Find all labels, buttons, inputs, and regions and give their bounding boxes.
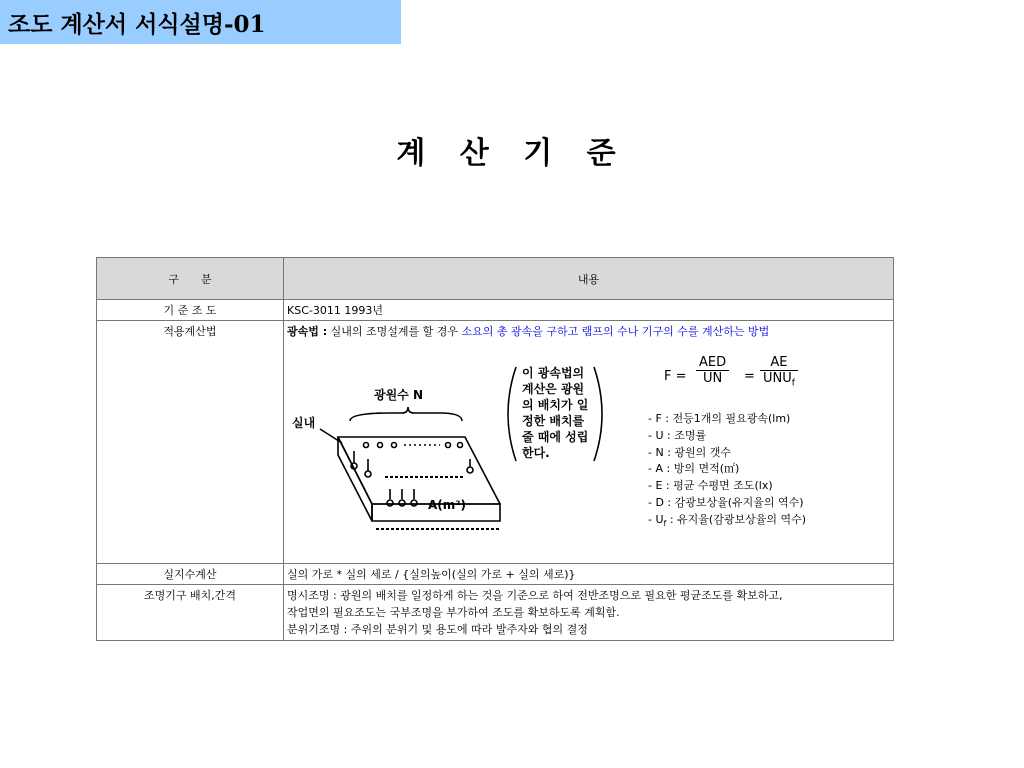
legend-item: - E : 평균 수평면 조도(lx) bbox=[648, 479, 773, 493]
row-label-room-index: 실지수계산 bbox=[97, 564, 284, 585]
slide-title: 조도 계산서 서식설명-01 bbox=[8, 11, 266, 38]
legend-item: - U : 조명률 bbox=[648, 428, 707, 442]
method-desc-plain: 실내의 조명설계를 할 경우 bbox=[327, 325, 462, 338]
formula-lhs: F = bbox=[664, 369, 687, 384]
formula-denominator-2: $UNU_f$ bbox=[763, 371, 795, 389]
row-label-layout: 조명기구 배치,간격 bbox=[97, 585, 284, 641]
table-header-row bbox=[97, 258, 894, 300]
calculation-criteria-table bbox=[96, 257, 894, 641]
formula-denominator-1: UN bbox=[702, 371, 723, 386]
table-row-room-index bbox=[97, 564, 894, 585]
title-bar bbox=[0, 0, 401, 44]
note-line: 줄 때에 성립 bbox=[522, 430, 589, 444]
legend-item: - F : 전등1개의 필요광속(lm) bbox=[648, 412, 791, 425]
table-row-layout bbox=[97, 585, 894, 641]
layout-line: 작업면의 필요조도는 국부조명을 부가하여 조도를 확보하도록 계획함. bbox=[287, 606, 620, 619]
row-value-method bbox=[284, 321, 894, 564]
layout-line: 명시조명 : 광원의 배치를 일정하게 하는 것을 기준으로 하여 전반조명으로 필요한 평균조도를 확보하고, bbox=[287, 589, 783, 602]
method-name: 광속법 : bbox=[287, 325, 328, 338]
label-area: A(m²) bbox=[428, 498, 467, 512]
legend-item: - N : 광원의 갯수 bbox=[648, 445, 732, 459]
row-value-room-index: 실의 가로 * 실의 세로 / {실의높이(실의 가로 + 실의 세로)} bbox=[284, 564, 894, 585]
note-line: 한다. bbox=[522, 446, 550, 460]
note-line: 의 배치가 일 bbox=[522, 398, 589, 412]
formula-fraction-2 bbox=[760, 355, 798, 389]
formula-legend bbox=[648, 411, 806, 533]
lumen-method-illustration bbox=[290, 359, 610, 544]
legend-item: - D : 감광보상율(유지율의 역수) bbox=[648, 495, 804, 509]
table-row-method bbox=[97, 321, 894, 564]
header-category: 구 분 bbox=[97, 258, 284, 300]
lumen-formula bbox=[664, 355, 824, 401]
label-light-sources: 광원수 N bbox=[374, 388, 423, 402]
note-line: 계산은 광원 bbox=[522, 382, 585, 396]
room-top-face bbox=[338, 437, 500, 504]
formula-numerator-2: AE bbox=[760, 355, 798, 371]
row-label-method: 적용계산법 bbox=[97, 321, 284, 564]
row-value-layout bbox=[284, 585, 894, 641]
label-room: 실내 bbox=[292, 416, 316, 430]
method-description bbox=[287, 323, 890, 339]
legend-item: - A : 방의 면적(㎡) bbox=[648, 462, 740, 476]
formula-fraction-1 bbox=[696, 355, 729, 386]
row-label-standard: 기 준 조 도 bbox=[97, 300, 284, 321]
layout-line: 분위기조명 : 주위의 분위기 및 용도에 따라 발주자와 협의 결정 bbox=[287, 623, 588, 636]
formula-numerator-1: AED bbox=[696, 355, 729, 371]
note-line: 이 광속법의 bbox=[522, 366, 585, 380]
note-line: 정한 배치를 bbox=[522, 414, 585, 428]
method-desc-highlight: 소요의 총 광속을 구하고 램프의 수나 기구의 수를 계산하는 방법 bbox=[461, 325, 770, 338]
row-value-standard: KSC-3011 1993년 bbox=[284, 300, 894, 321]
legend-item: - $U_f$ : 유지율(감광보상율의 역수) bbox=[648, 512, 807, 528]
header-content: 내용 bbox=[284, 258, 894, 300]
page-heading: 계 산 기 준 bbox=[396, 136, 628, 171]
table-row-standard bbox=[97, 300, 894, 321]
formula-equals: = bbox=[744, 369, 755, 384]
